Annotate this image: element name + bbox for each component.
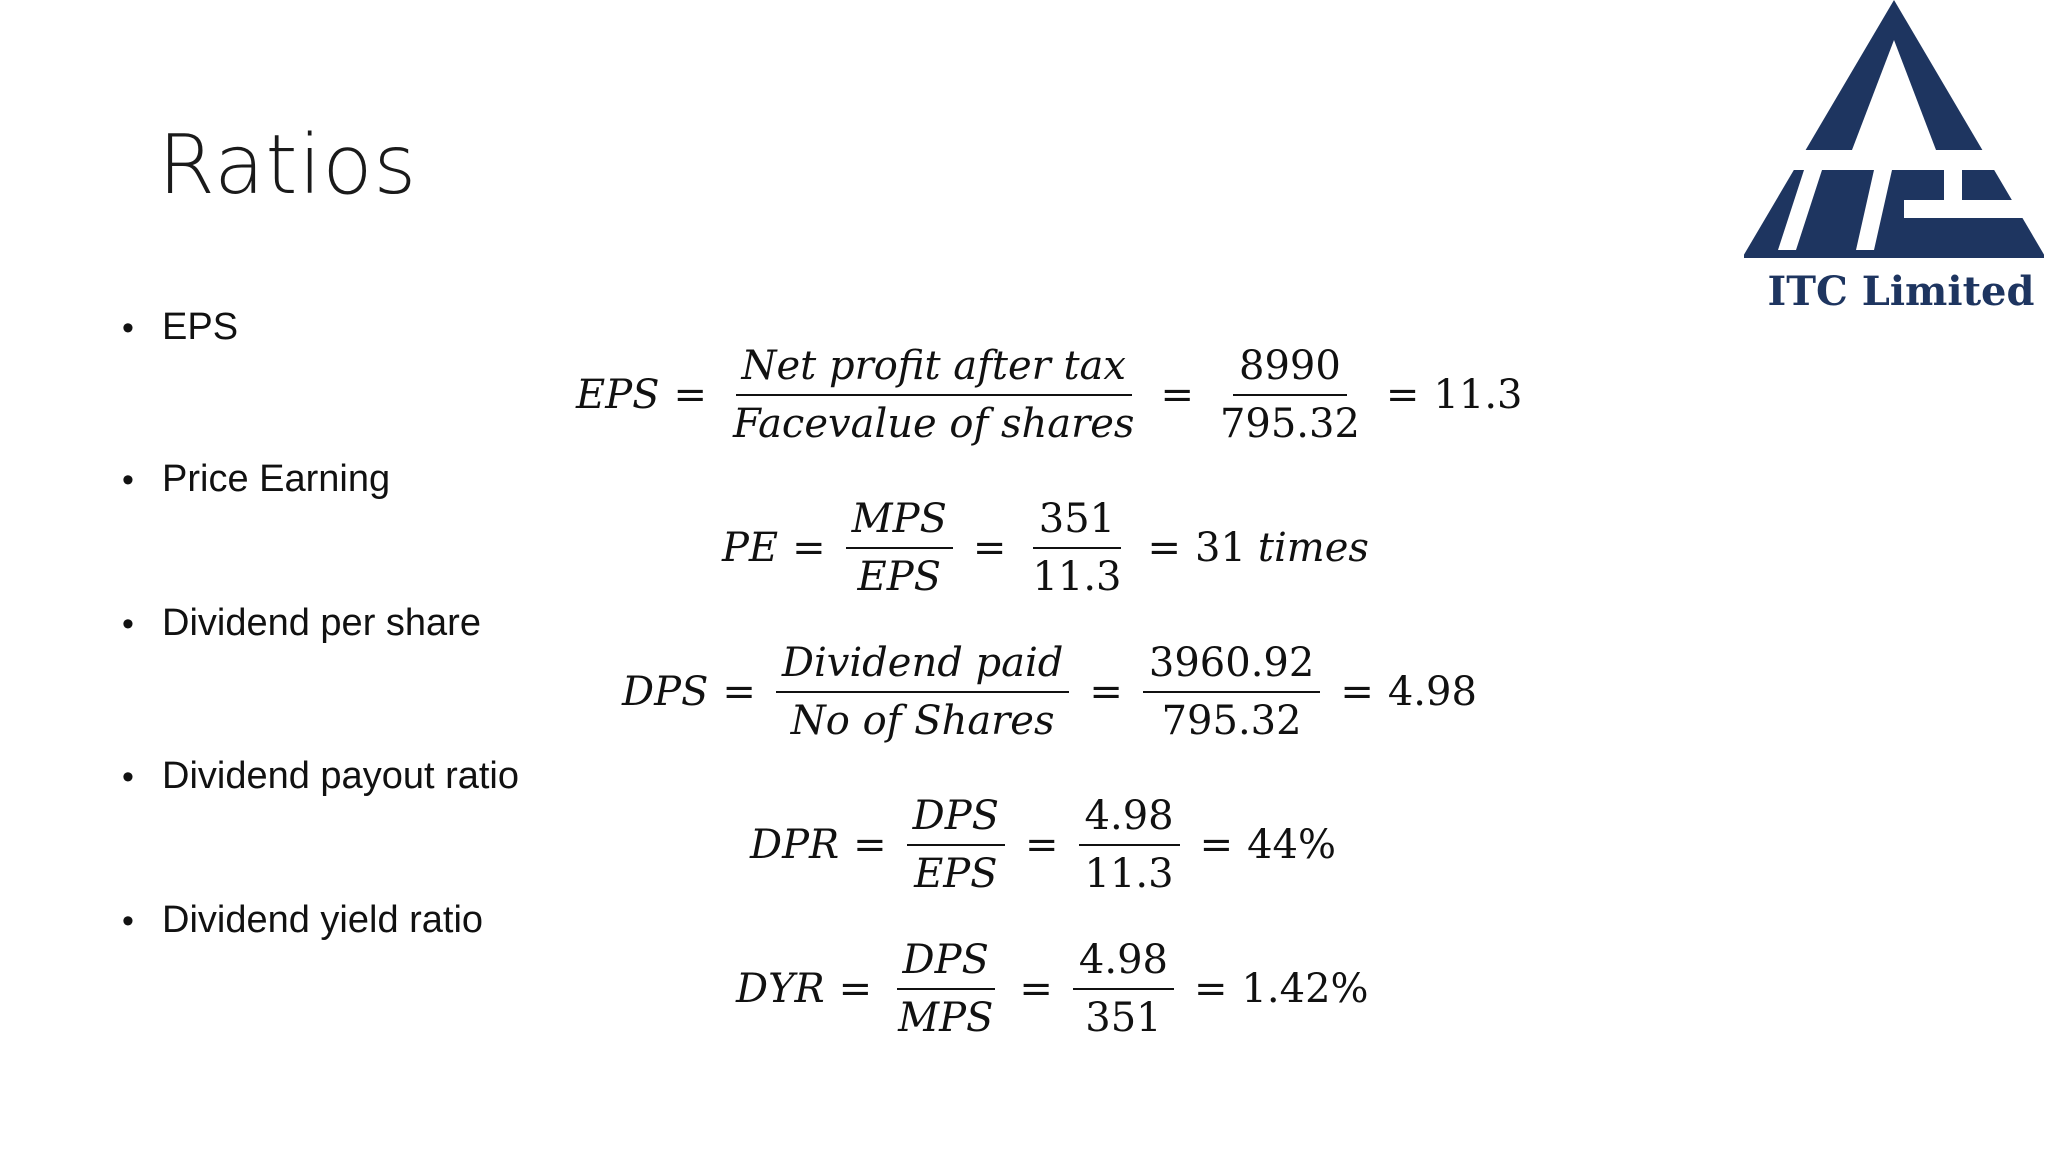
bullet-label: Dividend yield ratio [162,899,484,941]
equation-eps: EPS = $\frac{\text{Net profit after tax}}{\text{Facevalue of shares}}$ = $\frac{8990}{795.32}$ = 11.3 [576,338,1523,452]
fraction-formula [892,932,999,1046]
bullet-label: Dividend payout ratio [162,755,519,797]
bullet-label: EPS [162,306,239,348]
fraction-numerator: MPS [846,491,953,549]
fraction-values [1073,932,1174,1046]
fraction-numerator: 8990 [1233,338,1347,396]
bullet-label: Dividend per share [162,602,481,644]
fraction-denominator: EPS [914,851,998,897]
fraction-denominator: No of Shares [790,698,1055,744]
bullet-dividend-per-share: • Dividend per share [122,602,481,644]
fraction-denominator: 795.32 [1219,401,1360,447]
bullet-price-earning: • Price Earning [122,458,391,500]
fraction-denominator: 11.3 [1084,851,1174,897]
eq-lhs: DYR [736,966,825,1012]
fraction-formula [846,491,953,605]
equation-dps: DPS = $\frac{\text{Dividend paid}}{\text{No of Shares}}$ = $\frac{3960.92}{795.32}$ = 4.98 [622,635,1477,749]
eq-lhs: PE [722,525,779,571]
equation-dyr: DYR = $\frac{\text{DPS}}{\text{MPS}}$ = $\frac{4.98}{351}$ = 1.42% [736,932,1369,1046]
fraction-formula [727,338,1140,452]
fraction-values [1214,338,1366,452]
eq-result: 44% [1247,822,1337,868]
eq-lhs: EPS [576,372,660,418]
fraction-denominator: 351 [1085,995,1162,1041]
fraction-values [1143,635,1320,749]
bullet-dividend-payout-ratio: • Dividend payout ratio [122,755,519,797]
fraction-numerator: 351 [1033,491,1121,549]
fraction-denominator: 11.3 [1032,554,1122,600]
eq-result-unit: times [1257,525,1369,571]
bullet-dividend-yield-ratio: • Dividend yield ratio [122,899,484,941]
eq-result: 4.98 [1387,669,1477,715]
fraction-formula [776,635,1069,749]
fraction-values [1026,491,1127,605]
fraction-values [1079,788,1180,902]
fraction-numerator: 3960.92 [1143,635,1320,693]
eq-lhs: DPR [750,822,840,868]
brand-name: ITC Limited [1767,268,2035,315]
fraction-formula [907,788,1005,902]
eq-result: 31 [1195,525,1246,571]
fraction-numerator: DPS [897,932,995,990]
slide-title: Ratios [158,118,418,213]
fraction-numerator: Net profit after tax [736,338,1132,396]
fraction-numerator: DPS [907,788,1005,846]
fraction-numerator: 4.98 [1079,788,1180,846]
bullet-label: Price Earning [162,458,391,500]
equation-pe: PE = $\frac{\text{MPS}}{\text{EPS}}$ = $\frac{351}{11.3}$ = 31 times [722,491,1369,605]
equation-dpr: DPR = $\frac{\text{DPS}}{\text{EPS}}$ = $\frac{4.98}{11.3}$ = 44% [750,788,1336,902]
eq-result: 11.3 [1433,372,1523,418]
fraction-denominator: MPS [898,995,994,1041]
fraction-denominator: 795.32 [1161,698,1302,744]
fraction-denominator: Facevalue of shares [733,401,1135,447]
fraction-numerator: Dividend paid [776,635,1069,693]
fraction-numerator: 4.98 [1073,932,1174,990]
bullet-eps: • EPS [122,306,239,348]
fraction-denominator: EPS [857,554,942,600]
eq-result: 1.42% [1241,966,1369,1012]
eq-lhs: DPS [622,669,709,715]
